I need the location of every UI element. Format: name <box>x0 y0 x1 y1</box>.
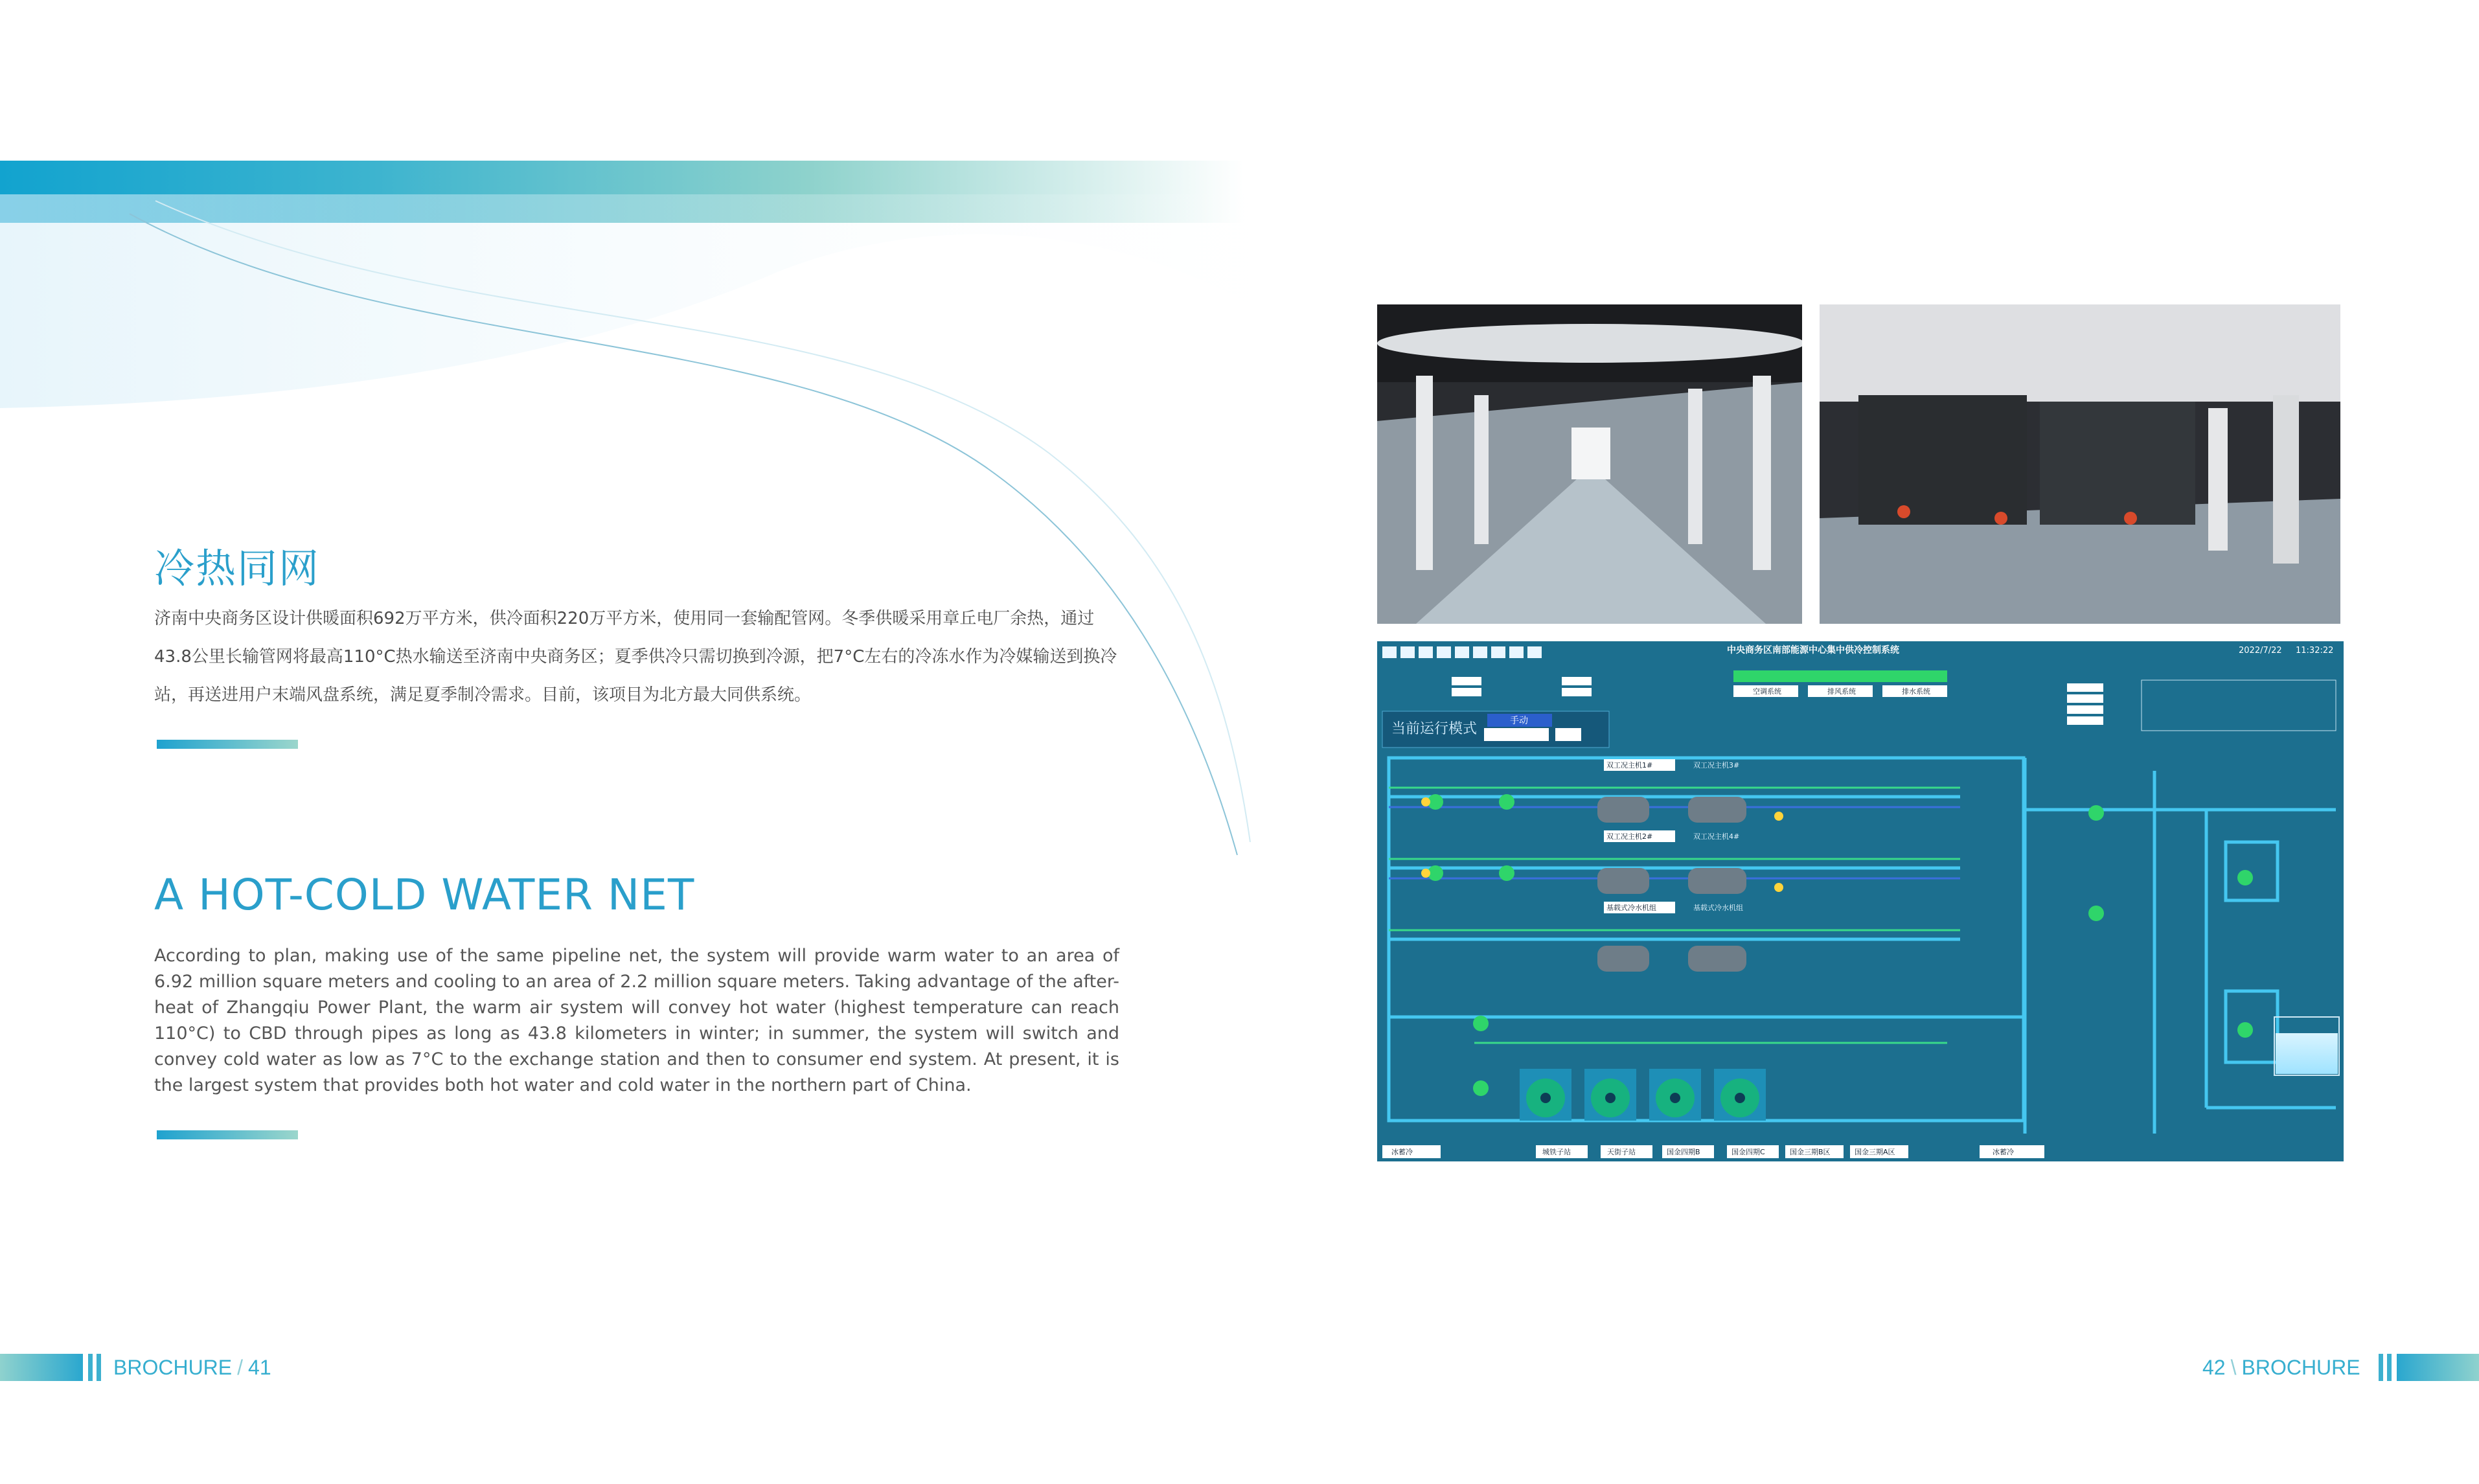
section-underline <box>157 740 298 749</box>
footer-right-pagination: 42 \ BROCHURE <box>2202 1356 2360 1379</box>
scada-title: 中央商务区南部能源中心集中供冷控制系统 <box>1727 645 1899 656</box>
footer-left-marks <box>88 1354 105 1381</box>
section-underline <box>157 1130 298 1139</box>
toolbar-icons <box>1382 646 1542 658</box>
svg-text:国金四期C: 国金四期C <box>1731 1148 1765 1156</box>
svg-text:双工况主机3#: 双工况主机3# <box>1693 761 1740 770</box>
body-paragraph-en: According to plan, making use of the same pipeline net, the system will provide warm water to an area of 6.92 million square meters and cooling to an area of 2.2 million square meters. Taking advantage of the after-heat of Zhangqiu Power Plant, the warm air system will convey hot water (highest temperature can reach 110°C) to CBD through pipes as long as 43.8 kilometers in winter; in summer, the system will switch and convey cold water as low as 7°C to the exchange station and then to consumer end system. At present, it is the largest system that provides both hot water and cold water in the northern part of China. <box>154 946 1119 1095</box>
svg-text:排风系统: 排风系统 <box>1827 687 1856 696</box>
footer-right-marks <box>2379 1354 2395 1381</box>
scada-time: 11:32:22 <box>2296 646 2334 656</box>
svg-text:国金三期B区: 国金三期B区 <box>1790 1148 1831 1156</box>
scada-tabs <box>1733 685 1947 697</box>
body-paragraph-cn: 济南中央商务区设计供暖面积692万平方米，供冷面积220万平方米，使用同一套输配管网。冬季供暖采用章丘电厂余热，通过43.8公里长输管网将最高110°C热水输送至济南中央商务区；夏季供冷只需切换到冷源，把7°C左右的冷冻水作为冷媒输送到换冷站，再送进用户末端风盘系统，满足夏季制冷需求。目前，该项目为北方最大同供系统。 <box>154 609 1117 705</box>
svg-text:冰蓄冷: 冰蓄冷 <box>1391 1148 1413 1156</box>
footer-right-bar <box>2397 1354 2479 1381</box>
page-title-en: A HOT-COLD WATER NET <box>154 870 695 920</box>
control-system-screenshot <box>1377 641 2344 1161</box>
footer-brochure-label: BROCHURE <box>113 1356 233 1379</box>
mode-label: 当前运行模式 <box>1391 721 1478 737</box>
svg-text:空调系统: 空调系统 <box>1753 687 1781 696</box>
svg-text:冰蓄冷: 冰蓄冷 <box>1993 1148 2014 1156</box>
page-number-right: 42 <box>2202 1356 2226 1379</box>
svg-text:双工况主机1#: 双工况主机1# <box>1606 761 1653 770</box>
plant-hall-photo <box>1377 304 1802 624</box>
svg-text:排水系统: 排水系统 <box>1902 687 1930 696</box>
svg-text:城铁子站: 城铁子站 <box>1542 1148 1571 1156</box>
svg-text:双工况主机2#: 双工况主机2# <box>1606 832 1653 841</box>
footer-left-bar <box>0 1354 83 1381</box>
svg-text:国金四期B: 国金四期B <box>1667 1148 1700 1156</box>
svg-text:手动: 手动 <box>1510 716 1528 726</box>
svg-text:基载式冷水机组: 基载式冷水机组 <box>1693 904 1743 912</box>
chiller-units-photo <box>1820 304 2340 624</box>
svg-text:基载式冷水机组: 基载式冷水机组 <box>1606 904 1656 912</box>
footer-left-pagination: BROCHURE / 41 <box>113 1356 271 1379</box>
scada-date: 2022/7/22 <box>2239 646 2282 656</box>
svg-text:天街子站: 天街子站 <box>1607 1148 1636 1156</box>
page-title-cn: 冷热同网 <box>154 545 321 592</box>
svg-text:国金三期A区: 国金三期A区 <box>1855 1148 1895 1156</box>
page-number-left: 41 <box>248 1356 271 1379</box>
footer-brochure-label: BROCHURE <box>2241 1356 2360 1379</box>
svg-text:双工况主机4#: 双工况主机4# <box>1693 832 1740 841</box>
